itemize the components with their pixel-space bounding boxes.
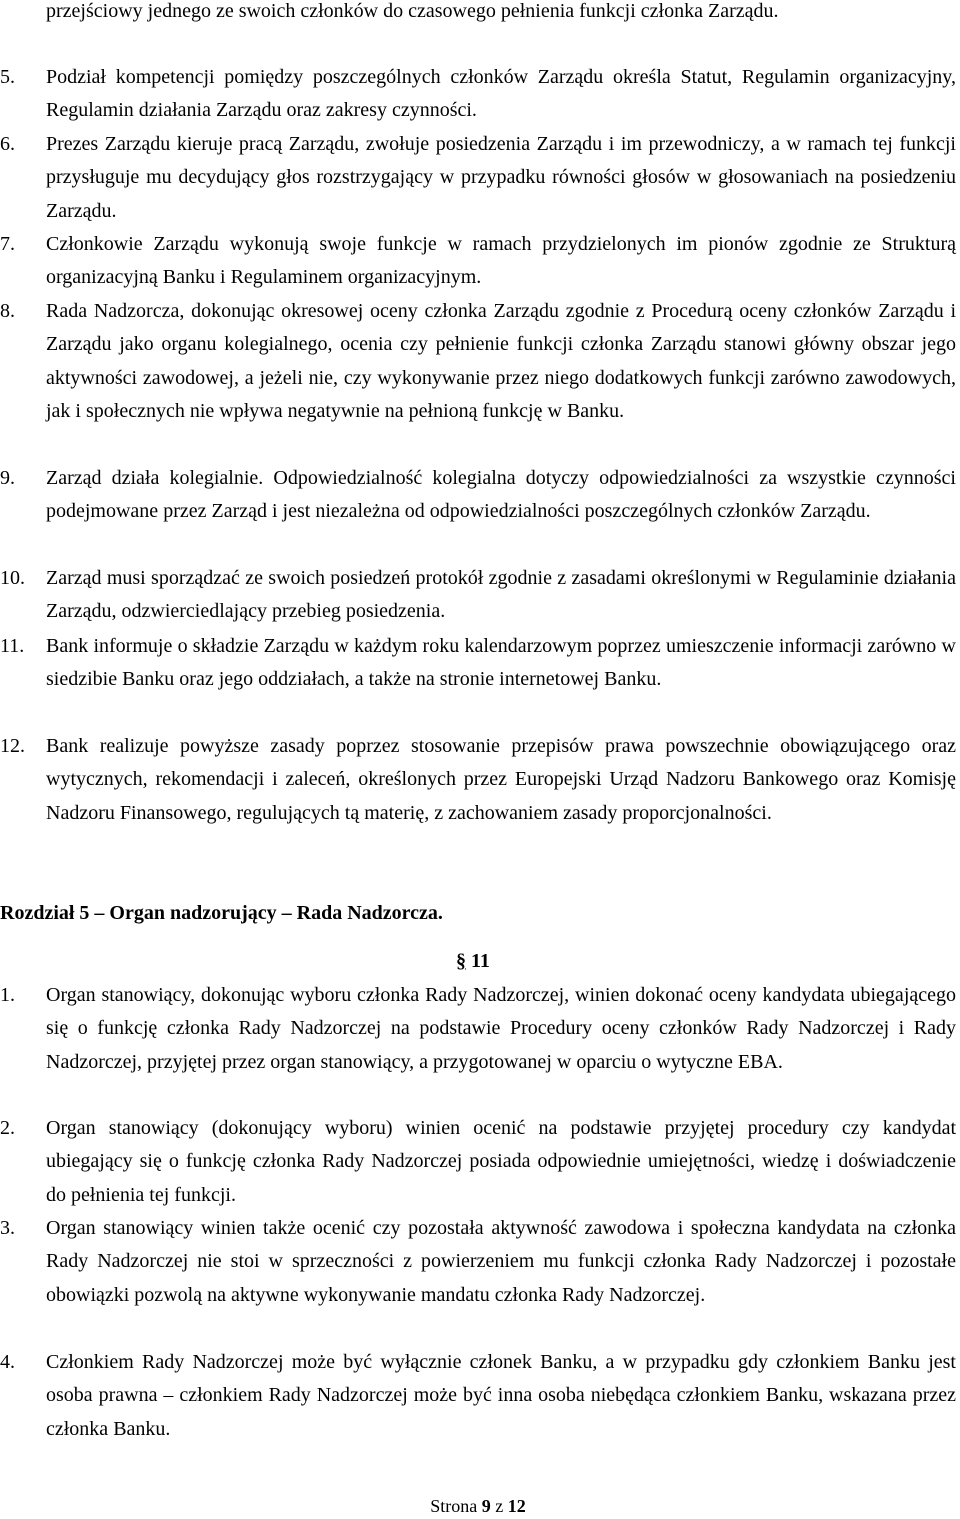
list-item-number: 9. (0, 467, 15, 489)
list-item-text: Prezes Zarządu kieruje pracą Zarządu, zwołuje posiedzenia Zarządu i im przewodniczy, a w ramach tej funkcji przysługuje mu decydujący głos rozstrzygający w przypadku równości głosów w głosowaniach na posiedzeniu Zarządu. (46, 133, 956, 222)
footer-page-number: 9 (481, 1496, 491, 1516)
list-item (0, 61, 956, 128)
list-item-number: 2. (0, 1117, 15, 1139)
list-item-text: Zarząd musi sporządzać ze swoich posiedzeń protokół zgodnie z zasadami określonymi w Regulaminie działania Zarządu, odzwierciedlający przebieg posiedzenia. (46, 567, 956, 623)
list-item-number: 12. (0, 735, 25, 757)
footer-total-pages: 12 (507, 1496, 526, 1516)
list-item-number: 11. (0, 635, 25, 657)
list-item-text: Organ stanowiący winien także ocenić czy pozostała aktywność zawodowa i społeczna kandydata na członka Rady Nadzorczej nie stoi w sprzeczności z powierzeniem mu funkcji członka Rady Nadzorczej i pozostałe obowiązki pozwolą na aktywne wykonywanie mandatu członka Rady Nadzorczej. (46, 1217, 956, 1306)
list-item-number: 7. (0, 233, 15, 255)
list-item-text: Organ stanowiący, dokonując wyboru członka Rady Nadzorczej, winien dokonać oceny kandydata ubiegającego się o funkcję członka Rady Nadzorczej na podstawie Procedury oceny członków Rady Nadzorczej i Rady Nadzorczej, przyjętej przez organ stanowiący, a przygotowanej w oparciu o wytyczne EBA. (46, 984, 956, 1073)
list-item-number: 1. (0, 984, 15, 1006)
list-item (0, 730, 956, 830)
list-item-text: Bank informuje o składzie Zarządu w każdym roku kalendarzowym poprzez umieszczenie informacji zarówno w siedzibie Banku oraz jego oddziałach, a także na stronie internetowej Banku. (46, 635, 956, 691)
list-item-number: 5. (0, 66, 15, 88)
footer-of: z (495, 1496, 504, 1516)
page-footer (0, 1494, 956, 1518)
section-number: 11 (471, 950, 490, 972)
list-item (0, 462, 956, 529)
section-symbol: § (456, 950, 466, 972)
list-item-text: Członkowie Zarządu wykonują swoje funkcje w ramach przydzielonych im pionów zgodnie ze Strukturą organizacyjną Banku i Regulaminem organizacyjnym. (46, 233, 956, 289)
list-item-text: Zarząd działa kolegialnie. Odpowiedzialność kolegialna dotyczy odpowiedzialności za wszystkie czynności podejmowane przez Zarząd i jest niezależna od odpowiedzialności poszczególnych członków Zarządu. (46, 467, 956, 523)
chapter-heading: Rozdział 5 – Organ nadzorujący – Rada Nadzorcza. (0, 902, 443, 924)
list-item (0, 979, 956, 1079)
list-item-text: Członkiem Rady Nadzorczej może być wyłącznie członek Banku, a w przypadku gdy członkiem Banku jest osoba prawna – członkiem Rady Nadzorczej może być inna osoba niebędąca członkiem Banku, wskazana przez członka Banku. (46, 1351, 956, 1440)
list-item (0, 1346, 956, 1446)
list-item (0, 228, 956, 295)
continuation-paragraph (0, 0, 956, 28)
list-item-text: Bank realizuje powyższe zasady poprzez stosowanie przepisów prawa powszechnie obowiązującego oraz wytycznych, rekomendacji i zaleceń, określonych przez Europejski Urząd Nadzoru Bankowego oraz Komisję Nadzoru Finansowego, regulujących tą materię, z zachowaniem zasady proporcjonalności. (46, 735, 956, 824)
footer-label: Strona (430, 1496, 478, 1516)
list-item-number: 6. (0, 133, 15, 155)
list-item (0, 630, 956, 697)
list-item (0, 562, 956, 629)
list-item-text: Podział kompetencji pomiędzy poszczególnych członków Zarządu określa Statut, Regulamin organizacyjny, Regulamin działania Zarządu oraz zakresy czynności. (46, 66, 956, 122)
section-marker (456, 944, 556, 978)
list-item-number: 4. (0, 1351, 15, 1373)
list-item-number: 8. (0, 300, 15, 322)
continuation-text: przejściowy jednego ze swoich członków do czasowego pełnienia funkcji członka Zarządu. (46, 0, 779, 22)
list-item-number: 3. (0, 1217, 15, 1239)
list-item (0, 1112, 956, 1212)
list-item-number: 10. (0, 567, 25, 589)
list-item-text: Rada Nadzorcza, dokonując okresowej oceny członka Zarządu zgodnie z Procedurą oceny członków Zarządu i Zarządu jako organu kolegialnego, ocenia czy pełnienie funkcji członka Zarządu stanowi główny obszar jego aktywności zawodowej, a jeżeli nie, czy wykonywanie przez niego dodatkowych funkcji zarówno zawodowych, jak i społecznych nie wpływa negatywnie na pełnioną funkcję w Banku. (46, 300, 956, 423)
list-item (0, 1212, 956, 1312)
list-item (0, 295, 956, 429)
list-item (0, 128, 956, 228)
list-item-text: Organ stanowiący (dokonujący wyboru) winien ocenić na podstawie przyjętej procedury czy kandydat ubiegający się o funkcję członka Rady Nadzorczej posiada odpowiednie umiejętności, wiedzę i doświadczenie do pełnienia tej funkcji. (46, 1117, 956, 1206)
